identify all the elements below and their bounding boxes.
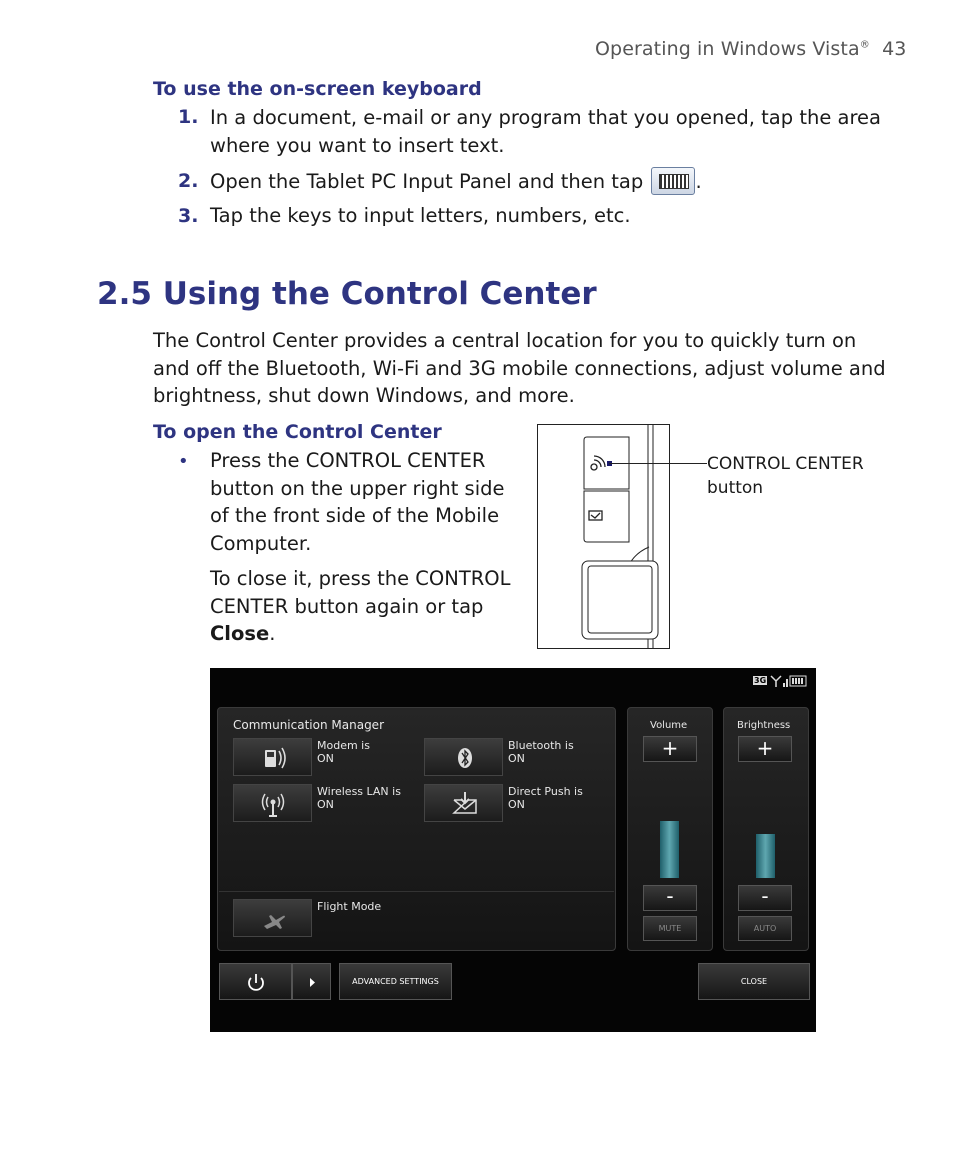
step-1-line-2: where you want to insert text.: [210, 133, 505, 157]
step-1-text: [210, 104, 881, 159]
flight-mode-label: Flight Mode: [317, 900, 382, 913]
modem-state: ON: [317, 752, 334, 765]
modem-status: [317, 739, 370, 765]
bluetooth-icon: [425, 739, 504, 777]
brightness-down-button[interactable]: -: [738, 885, 792, 911]
volume-down-button[interactable]: -: [643, 885, 697, 911]
direct-push-toggle-button[interactable]: [424, 784, 503, 822]
step-2-text: [210, 167, 702, 196]
brightness-slider-track[interactable]: [756, 786, 775, 878]
page-number: 43: [882, 38, 907, 60]
volume-slider-track[interactable]: [660, 786, 679, 878]
keyboard-heading: To use the on-screen keyboard: [153, 78, 482, 100]
flight-mode-button[interactable]: [233, 899, 312, 937]
airplane-icon: [234, 900, 313, 938]
callout-label-line-2: button: [707, 478, 764, 498]
running-header: [595, 38, 906, 60]
brightness-panel: [723, 707, 809, 951]
panel-divider: [219, 891, 614, 892]
wireless-state: ON: [317, 798, 334, 811]
volume-up-button[interactable]: +: [643, 736, 697, 762]
step-3-number: 3.: [178, 205, 199, 227]
volume-panel: [627, 707, 713, 951]
direct-push-state: ON: [508, 798, 525, 811]
auto-brightness-button[interactable]: AUTO: [738, 916, 792, 941]
3g-status-icon: 3G: [754, 676, 767, 685]
bluetooth-status: [508, 739, 574, 765]
callout-label: [707, 452, 864, 500]
modem-icon: [234, 739, 313, 777]
keyboard-icon: [651, 167, 695, 195]
bullet-line-4: Computer.: [210, 531, 312, 555]
intro-paragraph: [153, 327, 886, 410]
bullet-line-2: button on the upper right side: [210, 476, 505, 500]
chevron-right-icon: [293, 964, 332, 1001]
wireless-icon: [234, 785, 313, 823]
modem-toggle-button[interactable]: [233, 738, 312, 776]
section-title: 2.5 Using the Control Center: [97, 276, 597, 312]
close-button[interactable]: CLOSE: [698, 963, 810, 1000]
power-icon: [220, 964, 293, 1001]
modem-label: Modem is: [317, 739, 370, 752]
header-title: Operating in Windows Vista: [595, 38, 860, 60]
bluetooth-label: Bluetooth is: [508, 739, 574, 752]
bullet-line-1: Press the CONTROL CENTER: [210, 449, 486, 472]
close-text: [210, 565, 511, 648]
brightness-slider-fill: [756, 834, 775, 878]
step-1-line-1: In a document, e-mail or any program that you opened, tap the area: [210, 106, 881, 129]
control-center-screenshot: [210, 668, 816, 1032]
step-2-label: Open the Tablet PC Input Panel and then tap: [210, 170, 644, 193]
device-drawing: [538, 425, 669, 648]
mute-button[interactable]: MUTE: [643, 916, 697, 941]
bullet-text: [210, 447, 505, 557]
direct-push-status: [508, 785, 583, 811]
power-options-button[interactable]: [292, 963, 331, 1000]
close-line-3: [210, 620, 511, 648]
device-illustration: [537, 424, 670, 649]
bullet-line-3: of the front side of the Mobile: [210, 504, 500, 527]
bullet: •: [178, 451, 189, 472]
step-3-text: Tap the keys to input letters, numbers, etc.: [210, 204, 631, 227]
direct-push-label: Direct Push is: [508, 785, 583, 798]
close-period: .: [269, 622, 276, 645]
advanced-settings-button[interactable]: ADVANCED SETTINGS: [339, 963, 452, 1000]
registered-mark: ®: [859, 39, 870, 51]
step-2-number: 2.: [178, 170, 199, 192]
callout-line: [609, 463, 707, 464]
volume-title: Volume: [650, 720, 688, 731]
step-2-period: .: [695, 170, 702, 193]
close-line-2: CENTER button again or tap: [210, 594, 484, 618]
signal-battery-icon: [770, 674, 808, 688]
bluetooth-state: ON: [508, 752, 525, 765]
close-bold: Close: [210, 622, 270, 645]
wireless-lan-toggle-button[interactable]: [233, 784, 312, 822]
wireless-label: Wireless LAN is: [317, 785, 401, 798]
callout-label-line-1: CONTROL CENTER: [707, 454, 864, 474]
intro-line-1: The Control Center provides a central location for you to quickly turn on: [153, 329, 857, 352]
wireless-status: [317, 785, 401, 811]
direct-push-icon: [425, 785, 504, 823]
intro-line-2: and off the Bluetooth, Wi-Fi and 3G mobile connections, adjust volume and: [153, 356, 886, 380]
comm-title: Communication Manager: [233, 718, 384, 732]
communication-manager-panel: [217, 707, 616, 951]
intro-line-3: brightness, shut down Windows, and more.: [153, 384, 575, 407]
step-1-number: 1.: [178, 106, 199, 128]
bluetooth-toggle-button[interactable]: [424, 738, 503, 776]
close-line-1: To close it, press the CONTROL: [210, 567, 511, 590]
brightness-up-button[interactable]: +: [738, 736, 792, 762]
volume-slider-fill: [660, 821, 679, 878]
power-button[interactable]: [219, 963, 292, 1000]
brightness-title: Brightness: [737, 720, 791, 731]
open-heading: To open the Control Center: [153, 421, 442, 443]
